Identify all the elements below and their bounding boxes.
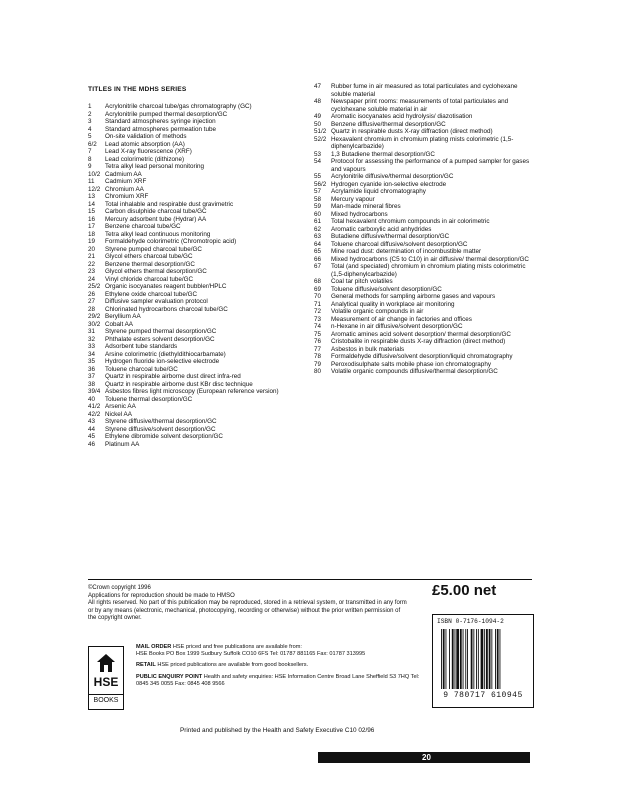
title-number: 55 bbox=[314, 173, 322, 180]
title-text: General methods for sampling airborne gases and vapours bbox=[331, 293, 496, 300]
title-entry bbox=[88, 223, 306, 231]
title-entry bbox=[88, 261, 306, 269]
public-enquiry-label: PUBLIC ENQUIRY POINT bbox=[136, 673, 203, 680]
title-text: Diffusive sampler evaluation protocol bbox=[105, 298, 208, 305]
title-number: 26 bbox=[88, 290, 96, 298]
title-entry bbox=[88, 276, 306, 284]
title-number: 54 bbox=[314, 158, 322, 165]
title-number: 14 bbox=[88, 200, 96, 208]
title-number: 30/2 bbox=[88, 320, 101, 328]
title-text: Analytical quality in workplace air monitoring bbox=[331, 300, 455, 308]
title-number: 47 bbox=[314, 83, 322, 90]
title-number: 41/2 bbox=[88, 403, 101, 410]
title-entry bbox=[314, 286, 534, 294]
title-number: 28 bbox=[88, 305, 96, 313]
title-text: Lead X-ray fluorescence (XRF) bbox=[105, 148, 192, 155]
title-number: 27 bbox=[88, 298, 96, 305]
page-number-bar bbox=[318, 752, 530, 763]
title-entry bbox=[88, 201, 306, 209]
title-text: Cobalt AA bbox=[105, 320, 134, 328]
title-text: Tetra alkyl lead continuous monitoring bbox=[105, 230, 211, 238]
title-entry bbox=[314, 308, 534, 316]
title-text: Lead colorimetric (dithizone) bbox=[105, 155, 185, 163]
barcode-bar bbox=[500, 629, 501, 689]
title-text: Benzene charcoal tube/GC bbox=[105, 223, 181, 230]
title-number: 39/4 bbox=[88, 388, 101, 395]
title-number: 33 bbox=[88, 343, 96, 350]
title-number: 53 bbox=[314, 150, 322, 158]
title-entry bbox=[88, 231, 306, 239]
title-text: Newspaper print rooms: measurements of total particulates and cyclohexane soluble material in air bbox=[331, 98, 509, 113]
title-number: 69 bbox=[314, 285, 322, 293]
barcode-digits: 9 780717 610945 bbox=[443, 691, 523, 700]
barcode-bar bbox=[455, 629, 456, 689]
title-text: Protocol for assessing the performance of a pumped sampler for gases and vapours bbox=[331, 158, 530, 173]
title-entry bbox=[88, 418, 306, 426]
title-text: Quartz in respirable airborne dust KBr disc technique bbox=[105, 380, 253, 388]
title-text: Hydrogen fluoride ion-selective electrode bbox=[105, 358, 220, 365]
title-number: 77 bbox=[314, 345, 322, 353]
title-number: 74 bbox=[314, 323, 322, 330]
titles-list-right bbox=[314, 83, 534, 376]
title-text: n-Hexane in air diffusive/solvent desorption/GC bbox=[331, 323, 463, 330]
title-entry bbox=[88, 216, 306, 224]
rights-statement: All rights reserved. No part of this publication may be reproduced, stored in a retrieval system, or transmitted in any form or by any means (electronic, mechanical, photocopying, recording or otherwise) without the prior written permission of the copyright owner. bbox=[88, 600, 407, 622]
title-entry bbox=[88, 238, 306, 246]
title-entry bbox=[88, 126, 306, 134]
title-entry bbox=[314, 316, 534, 324]
title-number: 45 bbox=[88, 433, 96, 440]
title-number: 61 bbox=[314, 218, 322, 225]
title-text: Volatile organic compounds diffusive/thermal desorption/GC bbox=[331, 368, 498, 375]
title-text: Toluene charcoal diffusive/solvent desorption/GC bbox=[331, 240, 468, 248]
title-entry bbox=[314, 233, 534, 241]
house-icon bbox=[96, 653, 116, 673]
title-number: 50 bbox=[314, 120, 322, 128]
title-entry bbox=[314, 218, 534, 226]
title-text: Chromium XRF bbox=[105, 193, 149, 200]
title-entry bbox=[88, 411, 306, 419]
title-entry bbox=[88, 171, 306, 179]
barcode-bar bbox=[449, 629, 450, 689]
title-text: Man-made mineral fibres bbox=[331, 203, 401, 210]
title-entry bbox=[314, 241, 534, 249]
title-entry bbox=[314, 158, 534, 173]
ordering-information bbox=[136, 644, 426, 692]
title-text: Acrylamide liquid chromatography bbox=[331, 188, 426, 195]
title-number: 66 bbox=[314, 255, 322, 263]
title-number: 59 bbox=[314, 203, 322, 210]
title-entry bbox=[314, 196, 534, 204]
title-number: 31 bbox=[88, 328, 96, 335]
mail-order-text: HSE priced and free publications are available from: bbox=[172, 644, 302, 650]
title-entry bbox=[314, 151, 534, 159]
isbn-text: ISBN 0-7176-1094-2 bbox=[437, 618, 504, 625]
title-entry bbox=[88, 186, 306, 194]
title-entry bbox=[88, 373, 306, 381]
barcode-bar bbox=[489, 629, 491, 689]
title-number: 48 bbox=[314, 98, 322, 105]
title-number: 70 bbox=[314, 293, 322, 300]
title-number: 68 bbox=[314, 278, 322, 285]
title-text: Arsenic AA bbox=[105, 403, 136, 410]
title-text: 1,3 Butadiene thermal desorption/GC bbox=[331, 150, 435, 158]
title-entry bbox=[314, 256, 534, 264]
barcode-bar bbox=[452, 629, 454, 689]
title-text: Acrylonitrile charcoal tube/gas chromatography (GC) bbox=[105, 103, 252, 110]
title-number: 25/2 bbox=[88, 283, 101, 290]
title-entry bbox=[314, 211, 534, 219]
title-text: Rubber fume in air measured as total particulates and cyclohexane soluble material bbox=[331, 83, 518, 98]
title-entry bbox=[88, 321, 306, 329]
title-number: 5 bbox=[88, 133, 92, 140]
title-number: 73 bbox=[314, 315, 322, 323]
title-text: Hydrogen cyanide ion-selective electrode bbox=[331, 180, 447, 188]
title-entry bbox=[88, 441, 306, 449]
title-number: 9 bbox=[88, 163, 92, 170]
barcode-bar bbox=[481, 629, 484, 689]
title-text: Quartz in respirable airborne dust direct infra-red bbox=[105, 373, 241, 380]
title-number: 7 bbox=[88, 148, 92, 155]
title-text: Chromium AA bbox=[105, 185, 144, 193]
title-text: Ethylene oxide charcoal tube/GC bbox=[105, 290, 198, 298]
title-entry bbox=[314, 113, 534, 121]
title-text: Aromatic carboxylic acid anhydrides bbox=[331, 225, 432, 233]
price-label: £5.00 net bbox=[432, 582, 497, 599]
retail-text: HSE priced publications are available from good booksellers. bbox=[157, 662, 309, 669]
title-text: Standard atmospheres permeation tube bbox=[105, 125, 216, 133]
title-text: Formaldehyde diffusive/solvent desorption/liquid chromatography bbox=[331, 353, 513, 360]
title-text: Mixed hydrocarbons (C5 to C10) in air diffusive/ thermal desorption/GC bbox=[331, 255, 529, 263]
mail-order-label: MAIL ORDER bbox=[136, 644, 172, 650]
title-text: Cristobalite in respirable dusts X-ray diffraction (direct method) bbox=[331, 338, 506, 345]
title-text: Styrene diffusive/thermal desorption/GC bbox=[105, 418, 217, 425]
title-text: Vinyl chloride charcoal tube/GC bbox=[105, 275, 194, 283]
barcode-bar bbox=[456, 629, 459, 689]
title-number: 44 bbox=[88, 425, 96, 433]
title-entry bbox=[88, 381, 306, 389]
barcode-icon bbox=[439, 629, 527, 689]
title-number: 64 bbox=[314, 240, 322, 248]
title-text: Organic isocyanates reagent bubbler/HPLC bbox=[105, 283, 227, 290]
title-entry bbox=[314, 248, 534, 256]
title-entry bbox=[88, 156, 306, 164]
title-number: 79 bbox=[314, 360, 322, 368]
title-entry bbox=[314, 323, 534, 331]
title-text: Total hexavalent chromium compounds in air colorimetric bbox=[331, 218, 490, 225]
title-entry bbox=[314, 361, 534, 369]
barcode-bar bbox=[476, 629, 477, 689]
title-number: 1 bbox=[88, 103, 92, 110]
publisher-footer: Printed and published by the Health and Safety Executive C10 02/96 bbox=[180, 727, 375, 734]
copyright-notice bbox=[88, 585, 408, 623]
title-text: Total inhalable and respirable dust gravimetric bbox=[105, 200, 234, 208]
title-text: Platinum AA bbox=[105, 440, 140, 448]
title-entry bbox=[88, 313, 306, 321]
copyright-line: ©Crown copyright 1996 bbox=[88, 585, 151, 591]
title-entry bbox=[88, 268, 306, 276]
title-number: 67 bbox=[314, 263, 322, 270]
title-number: 38 bbox=[88, 380, 96, 388]
title-entry bbox=[314, 181, 534, 189]
title-entry bbox=[314, 353, 534, 361]
title-entry bbox=[88, 291, 306, 299]
title-entry bbox=[314, 226, 534, 234]
title-text: Glycol ethers thermal desorption/GC bbox=[105, 268, 207, 275]
title-entry bbox=[314, 83, 534, 98]
barcode-bar bbox=[484, 629, 485, 689]
title-number: 19 bbox=[88, 238, 96, 245]
title-number: 8 bbox=[88, 155, 92, 163]
title-entry bbox=[314, 263, 534, 278]
title-number: 75 bbox=[314, 330, 322, 338]
title-text: Mercury vapour bbox=[331, 195, 375, 203]
title-entry bbox=[88, 426, 306, 434]
title-text: Glycol ethers charcoal tube/GC bbox=[105, 253, 193, 260]
title-text: Mercury adsorbent tube (Hydrar) AA bbox=[105, 215, 207, 223]
title-text: Mixed hydrocarbons bbox=[331, 210, 388, 218]
title-text: Lead atomic absorption (AA) bbox=[105, 140, 185, 148]
title-entry bbox=[88, 396, 306, 404]
title-number: 18 bbox=[88, 230, 96, 238]
title-entry bbox=[88, 148, 306, 156]
title-number: 17 bbox=[88, 223, 96, 230]
title-number: 43 bbox=[88, 418, 96, 425]
title-entry bbox=[88, 133, 306, 141]
title-text: Volatile organic compounds in air bbox=[331, 308, 424, 315]
title-number: 13 bbox=[88, 193, 96, 200]
title-entry bbox=[88, 336, 306, 344]
title-text: Total (and speciated) chromium in chromium plating mists colorimetric (1,5-diphenylcarbazide) bbox=[331, 263, 526, 278]
title-entry bbox=[88, 388, 306, 396]
title-number: 37 bbox=[88, 373, 96, 380]
title-entry bbox=[88, 403, 306, 411]
title-text: Butadiene diffusive/thermal desorption/GC bbox=[331, 233, 450, 240]
title-number: 24 bbox=[88, 275, 96, 283]
title-number: 16 bbox=[88, 215, 96, 223]
title-entry bbox=[88, 246, 306, 254]
title-text: Styrene diffusive/solvent desorption/GC bbox=[105, 425, 216, 433]
title-number: 63 bbox=[314, 233, 322, 240]
title-text: Ethylene dibromide solvent desorption/GC bbox=[105, 433, 223, 440]
title-text: Standard atmospheres syringe injection bbox=[105, 118, 216, 125]
title-entry bbox=[88, 208, 306, 216]
title-text: Toluene diffusive/solvent desorption/GC bbox=[331, 285, 442, 293]
title-number: 80 bbox=[314, 368, 322, 375]
title-number: 4 bbox=[88, 125, 92, 133]
title-text: Carbon disulphide charcoal tube/GC bbox=[105, 208, 207, 215]
title-number: 40 bbox=[88, 395, 96, 403]
title-entry bbox=[314, 173, 534, 181]
barcode-bar bbox=[471, 629, 473, 689]
title-text: Asbestos in bulk materials bbox=[331, 345, 405, 353]
title-entry bbox=[88, 141, 306, 149]
title-entry bbox=[88, 298, 306, 306]
title-entry bbox=[88, 193, 306, 201]
title-entry bbox=[88, 103, 306, 111]
title-text: Hexavalent chromium in chromium plating mists colorimetric (1,5-diphenylcarbazide) bbox=[331, 135, 514, 150]
title-number: 3 bbox=[88, 118, 92, 125]
title-text: Asbestos fibres light microscopy (European reference version) bbox=[105, 388, 279, 395]
title-text: Toluene charcoal tube/GC bbox=[105, 365, 178, 373]
title-entry bbox=[88, 163, 306, 171]
title-text: Beryllium AA bbox=[105, 313, 141, 320]
title-number: 60 bbox=[314, 210, 322, 218]
title-text: Tetra alkyl lead personal monitoring bbox=[105, 163, 205, 170]
title-entry bbox=[88, 306, 306, 314]
title-number: 49 bbox=[314, 113, 322, 120]
title-text: Quartz in respirable dusts X-ray diffraction (direct method) bbox=[331, 128, 493, 135]
title-entry bbox=[88, 283, 306, 291]
barcode-bar bbox=[441, 629, 442, 689]
title-number: 36 bbox=[88, 365, 96, 373]
title-number: 34 bbox=[88, 350, 96, 358]
barcode-bar bbox=[467, 629, 468, 689]
barcode-bar bbox=[443, 629, 445, 689]
title-text: Measurement of air change in factories and offices bbox=[331, 315, 472, 323]
title-entry bbox=[314, 188, 534, 196]
isbn-barcode-box bbox=[432, 614, 534, 708]
barcode-bar bbox=[478, 629, 479, 689]
title-entry bbox=[314, 136, 534, 151]
reproduction-note: Applications for reproduction should be made to HMSO bbox=[88, 592, 235, 599]
title-number: 22 bbox=[88, 260, 96, 268]
title-text: Formaldehyde colorimetric (Chromotropic acid) bbox=[105, 238, 237, 245]
title-text: Adsorbent tube standards bbox=[105, 343, 178, 350]
title-text: Styrene pumped thermal desorption/GC bbox=[105, 328, 217, 335]
title-number: 32 bbox=[88, 335, 96, 343]
title-entry bbox=[88, 366, 306, 374]
title-text: Cadmium XRF bbox=[105, 178, 147, 185]
title-entry bbox=[314, 368, 534, 376]
title-entry bbox=[314, 203, 534, 211]
title-entry bbox=[314, 338, 534, 346]
title-number: 2 bbox=[88, 110, 92, 118]
barcode-bar bbox=[491, 629, 492, 689]
title-entry bbox=[88, 358, 306, 366]
public-enquiry-text: Health and safety enquiries: HSE Information Centre Broad Lane Sheffield S3 7HQ Tel: 0845 345 0055 Fax: 0845 408 9566 bbox=[136, 673, 420, 687]
title-text: Acrylonitrile pumped thermal desorption/GC bbox=[105, 110, 228, 118]
title-entry bbox=[88, 351, 306, 359]
title-entry bbox=[314, 278, 534, 286]
barcode-bar bbox=[473, 629, 474, 689]
title-number: 29/2 bbox=[88, 313, 101, 320]
title-entry bbox=[314, 301, 534, 309]
title-number: 72 bbox=[314, 308, 322, 315]
title-entry bbox=[88, 111, 306, 119]
title-text: Benzene diffusive/thermal desorption/GC bbox=[331, 120, 446, 128]
barcode-bar bbox=[460, 629, 462, 689]
title-number: 57 bbox=[314, 188, 322, 195]
title-number: 23 bbox=[88, 268, 96, 275]
title-number: 10/2 bbox=[88, 170, 101, 178]
logo-books-text: BOOKS bbox=[89, 694, 123, 704]
barcode-bar bbox=[497, 629, 499, 689]
title-text: Acrylonitrile diffusive/thermal desorption/GC bbox=[331, 173, 454, 180]
title-number: 6/2 bbox=[88, 140, 97, 148]
title-entry bbox=[314, 331, 534, 339]
title-number: 51/2 bbox=[314, 128, 327, 135]
title-number: 52/2 bbox=[314, 135, 327, 143]
mail-order-address: HSE Books PO Box 1999 Sudbury Suffolk CO10 6FS Tel: 01787 881165 Fax: 01787 313995 bbox=[136, 651, 366, 658]
page-number: 20 bbox=[422, 753, 431, 762]
title-number: 21 bbox=[88, 253, 96, 260]
page-heading: TITLES IN THE MDHS SERIES bbox=[88, 86, 187, 93]
title-number: 62 bbox=[314, 225, 322, 233]
title-text: Chlorinated hydrocarbons charcoal tube/GC bbox=[105, 305, 228, 313]
title-entry bbox=[88, 253, 306, 261]
barcode-bar bbox=[495, 629, 496, 689]
title-entry bbox=[314, 121, 534, 129]
title-number: 46 bbox=[88, 440, 96, 448]
title-entry bbox=[88, 178, 306, 186]
title-text: Toluene thermal desorption/GC bbox=[105, 395, 193, 403]
title-text: Coal tar pitch volatiles bbox=[331, 278, 393, 285]
title-text: Aromatic amines acid solvent desorption/ thermal desorption/GC bbox=[331, 330, 511, 338]
title-number: 12/2 bbox=[88, 185, 101, 193]
title-number: 35 bbox=[88, 358, 96, 365]
title-entry bbox=[88, 118, 306, 126]
title-text: Arsine colorimetric (diethyldithiocarbamate) bbox=[105, 350, 226, 358]
divider-rule bbox=[88, 579, 532, 580]
title-entry bbox=[314, 128, 534, 136]
barcode-bar bbox=[463, 629, 464, 689]
titles-list-left bbox=[88, 103, 306, 448]
title-text: Styrene pumped charcoal tube/GC bbox=[105, 245, 202, 253]
title-text: Cadmium AA bbox=[105, 170, 142, 178]
title-entry bbox=[314, 293, 534, 301]
title-entry bbox=[314, 346, 534, 354]
hse-books-logo bbox=[88, 646, 124, 710]
title-text: Phthalate esters solvent desorption/GC bbox=[105, 335, 215, 343]
title-text: Aromatic isocyanates acid hydrolysis/ diazotisation bbox=[331, 113, 473, 120]
barcode-bar bbox=[446, 629, 447, 689]
title-number: 78 bbox=[314, 353, 322, 360]
title-number: 20 bbox=[88, 245, 96, 253]
title-entry bbox=[88, 343, 306, 351]
title-entry bbox=[88, 433, 306, 441]
title-text: Nickel AA bbox=[105, 410, 132, 418]
title-entry bbox=[314, 98, 534, 113]
title-text: Benzene thermal desorption/GC bbox=[105, 260, 195, 268]
title-number: 65 bbox=[314, 248, 322, 255]
logo-hse-text: HSE bbox=[93, 675, 119, 689]
title-text: Mine road dust: determination of incombustible matter bbox=[331, 248, 482, 255]
title-number: 71 bbox=[314, 300, 322, 308]
title-number: 58 bbox=[314, 195, 322, 203]
barcode-bar bbox=[486, 629, 488, 689]
barcode-bar bbox=[465, 629, 466, 689]
title-number: 15 bbox=[88, 208, 96, 215]
title-entry bbox=[88, 328, 306, 336]
title-number: 42/2 bbox=[88, 410, 101, 418]
title-text: Peroxodisulphate salts mobile phase ion chromatography bbox=[331, 360, 491, 368]
retail-label: RETAIL bbox=[136, 662, 156, 669]
title-number: 56/2 bbox=[314, 180, 327, 188]
title-number: 76 bbox=[314, 338, 322, 345]
title-number: 11 bbox=[88, 178, 95, 185]
title-text: On-site validation of methods bbox=[105, 133, 187, 140]
